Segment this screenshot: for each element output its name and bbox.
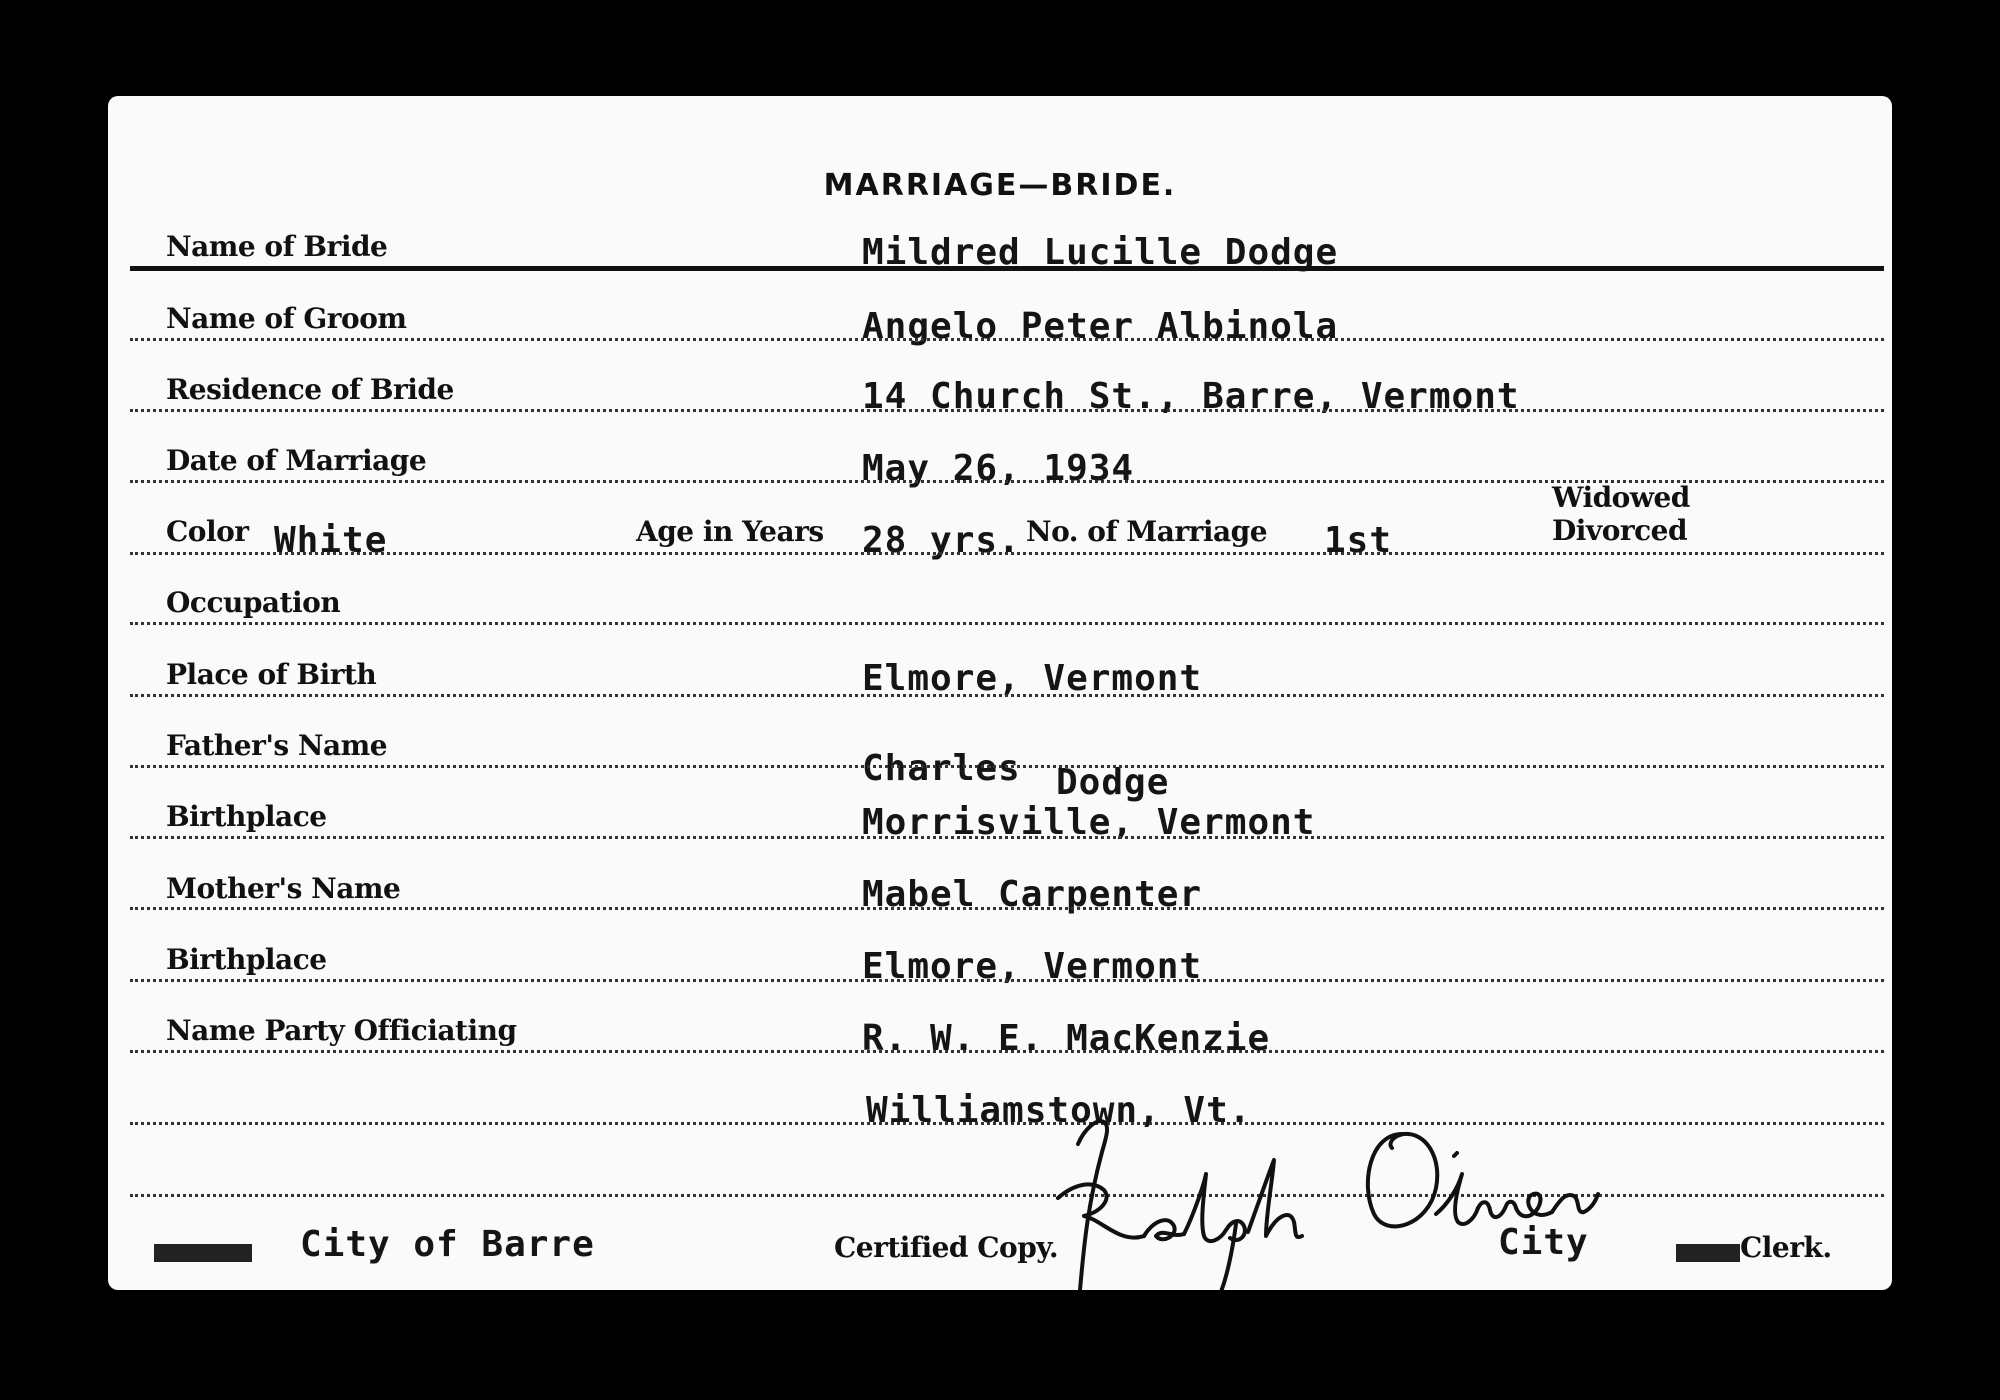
label-date-of-marriage: Date of Marriage	[166, 444, 427, 477]
label-widowed: Widowed	[1552, 481, 1690, 514]
value-age-in-years: 28 yrs.	[862, 520, 1021, 561]
rule-officiant-location	[130, 1122, 1884, 1125]
label-divorced: Divorced	[1552, 514, 1688, 547]
label-name-of-bride: Name of Bride	[166, 230, 388, 263]
struck-out-word-left	[154, 1244, 252, 1262]
value-name-of-bride: Mildred Lucille Dodge	[862, 232, 1339, 273]
struck-out-word-right	[1676, 1244, 1740, 1262]
rule-signature	[130, 1194, 1884, 1197]
value-residence-of-bride: 14 Church St., Barre, Vermont	[862, 376, 1520, 417]
rule-occupation	[130, 622, 1884, 625]
label-place-of-birth: Place of Birth	[166, 658, 377, 691]
marriage-record-card	[108, 96, 1892, 1290]
rule-mothers-name	[130, 907, 1884, 910]
bride-name-underline	[130, 266, 1884, 271]
rule-residence	[130, 409, 1884, 412]
footer-clerk-label: Clerk.	[1740, 1231, 1832, 1264]
label-fathers-name: Father's Name	[166, 729, 388, 762]
value-color: White	[274, 520, 388, 561]
footer-clerk-type: City	[1498, 1222, 1589, 1263]
value-name-of-groom: Angelo Peter Albinola	[862, 306, 1339, 347]
footer-certified-copy-label: Certified Copy.	[834, 1231, 1059, 1264]
card-title: MARRIAGE—BRIDE.	[823, 168, 1177, 203]
rule-mother-birthplace	[130, 979, 1884, 982]
label-father-birthplace: Birthplace	[166, 800, 327, 833]
rule-fathers-name	[130, 765, 1884, 768]
label-name-of-groom: Name of Groom	[166, 302, 407, 335]
value-place-of-birth: Elmore, Vermont	[862, 658, 1203, 699]
rule-groom	[130, 338, 1884, 341]
label-age-in-years: Age in Years	[636, 515, 824, 548]
value-name-party-officiating: R. W. E. MacKenzie	[862, 1018, 1271, 1059]
label-occupation: Occupation	[166, 586, 341, 619]
rule-officiating	[130, 1050, 1884, 1053]
label-mother-birthplace: Birthplace	[166, 943, 327, 976]
value-mother-birthplace: Elmore, Vermont	[862, 946, 1203, 987]
rule-color-age	[130, 552, 1884, 555]
value-father-birthplace: Morrisville, Vermont	[862, 802, 1316, 843]
label-no-of-marriage: No. of Marriage	[1026, 515, 1268, 548]
label-mothers-name: Mother's Name	[166, 872, 401, 905]
value-mothers-name: Mabel Carpenter	[862, 874, 1203, 915]
label-name-party-officiating: Name Party Officiating	[166, 1014, 517, 1047]
label-residence-of-bride: Residence of Bride	[166, 373, 454, 406]
value-no-of-marriage: 1st	[1324, 520, 1393, 561]
value-fathers-first-name: Charles	[862, 748, 1021, 789]
value-fathers-last-name: Dodge	[1056, 762, 1170, 803]
value-officiant-location: Williamstown, Vt.	[866, 1090, 1252, 1131]
label-color: Color	[166, 515, 249, 548]
value-date-of-marriage: May 26, 1934	[862, 448, 1135, 489]
rule-father-birthplace	[130, 836, 1884, 839]
rule-place-of-birth	[130, 694, 1884, 697]
footer-jurisdiction: City of Barre	[300, 1224, 595, 1265]
